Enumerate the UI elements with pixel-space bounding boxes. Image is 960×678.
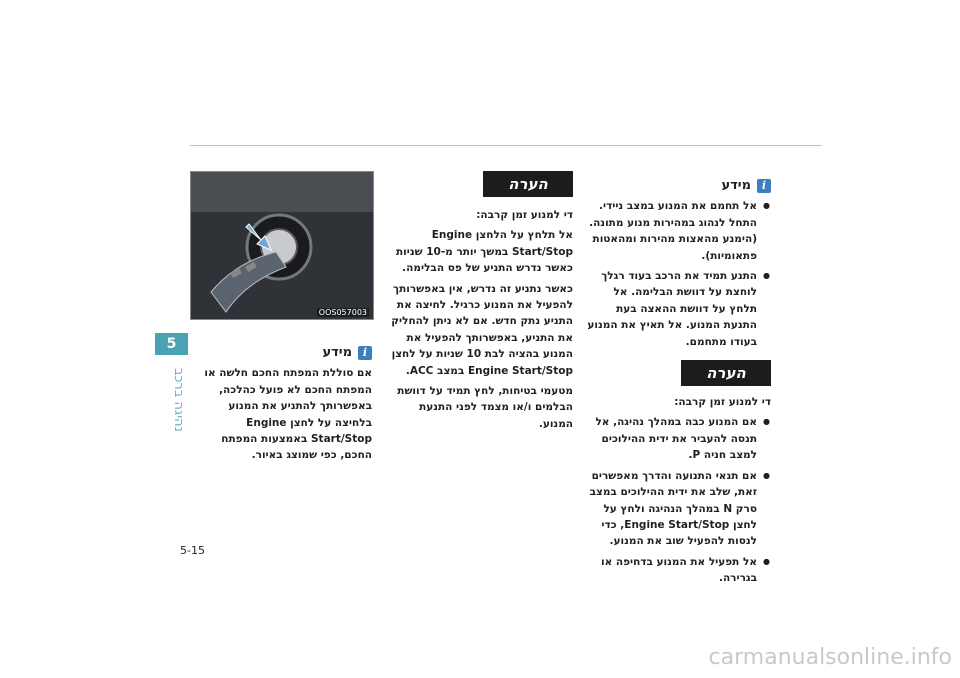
warning-title: הערה (706, 363, 746, 382)
warning-list (587, 414, 771, 586)
warning-list-item: ● אל תפעיל את המנוע בדחיפה או בגרירה. (587, 554, 757, 587)
left-column (190, 345, 372, 468)
chapter-title: נהיגה ברכב (171, 368, 186, 432)
info-icon: i (358, 346, 372, 360)
page-number: 5-15 (180, 544, 205, 557)
warning-intro: די למנוע זמן קרבה: (674, 396, 771, 409)
middle-column (385, 171, 573, 436)
watermark: carmanualsonline.info (708, 645, 952, 670)
info-list (587, 198, 771, 350)
warning-intro: די למנוע זמן קרבה: (476, 209, 573, 221)
warning-box (483, 171, 573, 197)
warning-box (681, 360, 771, 386)
right-column (587, 178, 771, 591)
info-list-item: ● אל תחמם את המנוע במצב ניידי. התחל לנהוג במהירות מנוע מתונה. (הימנע מהאצות מהירות ומהאטות פתאומיות). (587, 198, 757, 264)
info-heading (587, 178, 771, 194)
info-title: מידע (721, 178, 751, 193)
warning-list-item: ● אם המנוע כבה במהלך נהיגה, אל תנסה להעביר את ידית ההילוכים למצב חניה P. (587, 414, 757, 463)
top-rule (190, 145, 822, 146)
warning-paragraph: אל תלחץ על הלחצן Engine Start/Stop במשך יותר מ-10 שניות כאשר נדרש התניע של פס הבלימה. (395, 229, 573, 275)
info-heading (190, 345, 372, 361)
smart-key-photo (190, 171, 374, 320)
chapter-tab: 5 (155, 333, 188, 355)
warning-title: הערה (508, 174, 548, 193)
photo-code: OOS057003 (318, 308, 367, 317)
info-text: אם סוללת המפתח החכם חלשה או המפתח החכם לא פועל כהלכה, באפשרותך להתניע את המנוע בלחיצה על לחצן Engine Start/Stop באמצעות המפתח החכם, כפי שמוצג באיור. (204, 367, 372, 462)
warning-list-item: ● אם תנאי התנועה והדרך מאפשרים זאת, שלב את ידית ההילוכים במצב סרק N במהלך הנהיגה ולחץ על לחצן Engine Start/Stop, כדי לנסות להפעיל שוב את המנוע. (587, 468, 757, 550)
info-list-item: ● התנע תמיד את הרכב בעוד רגלך לוחצת על דוושת הבלימה. אל תלחץ על דוושת ההאצה בעת התנעת המנוע. אל תאיץ את המנוע בעודו מתחמם. (587, 268, 757, 350)
info-icon: i (757, 179, 771, 193)
info-title: מידע (322, 345, 352, 360)
warning-paragraph: מטעמי בטיחות, לחץ תמיד על דוושת הבלמים ו/או מצמד לפני התנעת המנוע. (397, 385, 573, 430)
smart-key-illustration (191, 172, 373, 319)
warning-paragraph: כאשר נתניע זה נדרש, אין באפשרותך להפעיל את המנוע כרגיל. לחיצה את התניע נתק חדש. אם לא ניתן להחליק את התניע, באפשרותך להפעיל את המנוע בהציה לבת 10 שניות על לחצן Engine Start/Stop במצב ACC. (391, 282, 573, 377)
